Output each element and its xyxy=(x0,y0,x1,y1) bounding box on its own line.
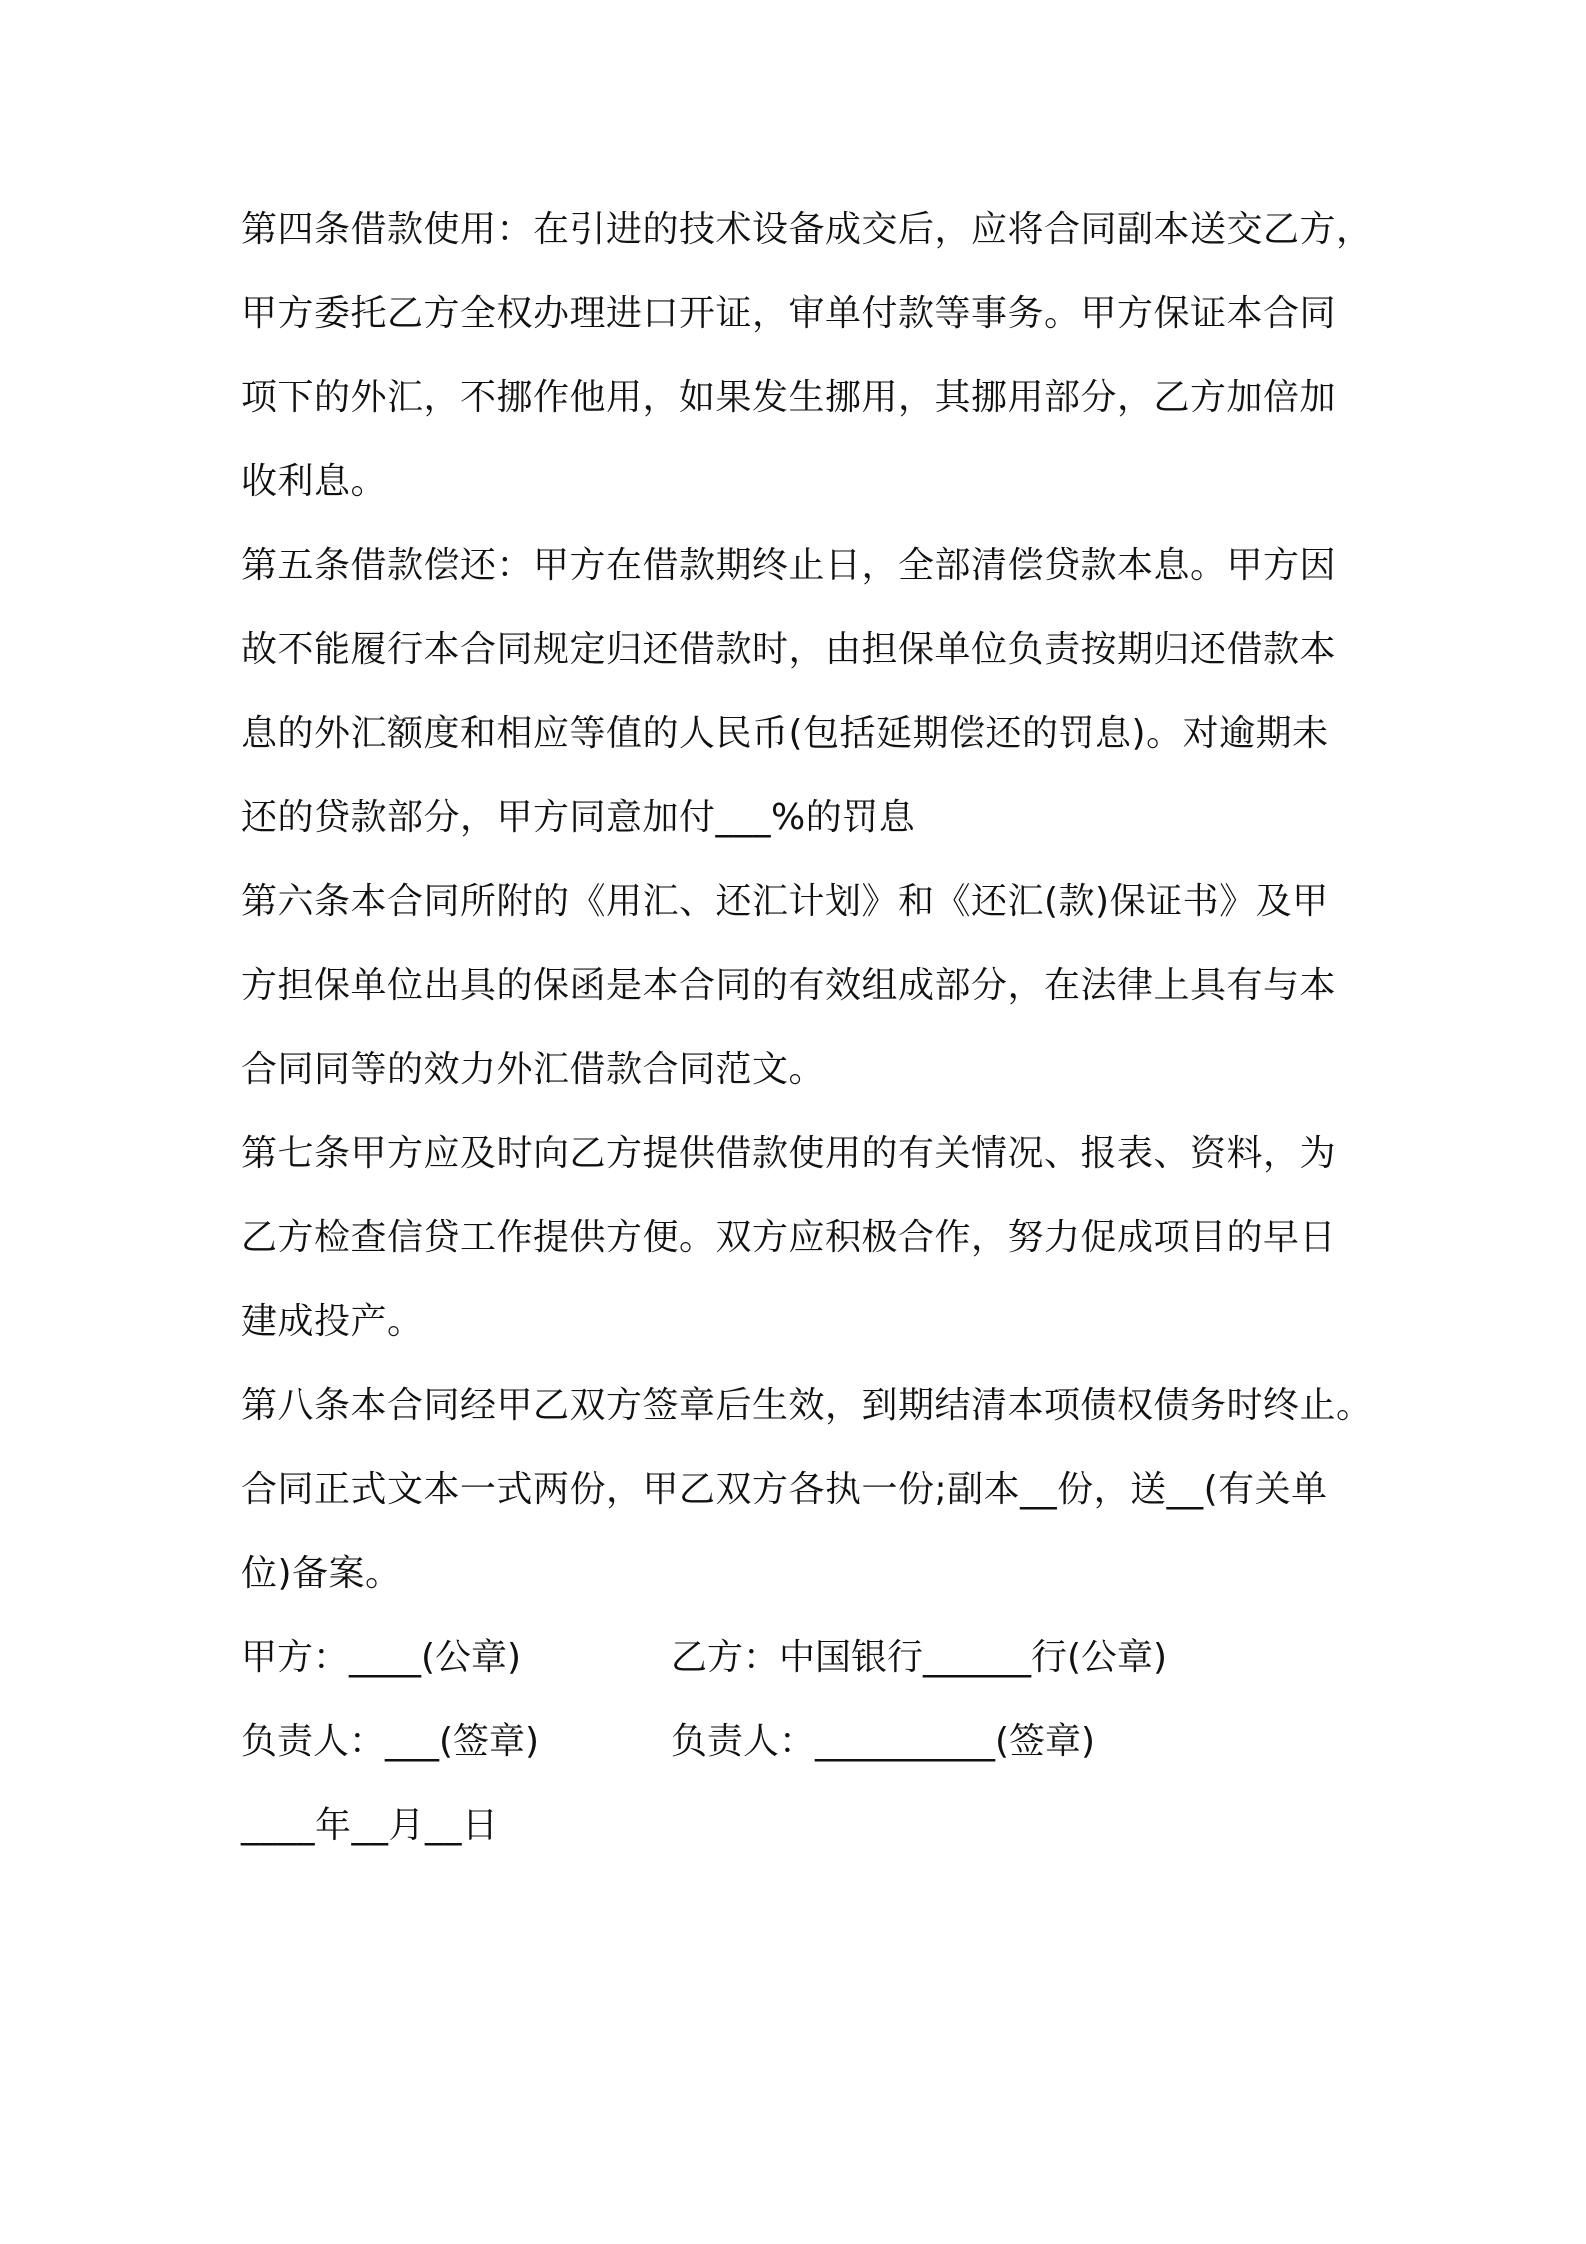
text-line: 第七条甲方应及时向乙方提供借款使用的有关情况、报表、资料，为 xyxy=(241,1133,1337,1174)
text-line: 方担保单位出具的保函是本合同的有效组成部分，在法律上具有与本 xyxy=(241,965,1337,1006)
text-line: 第五条借款偿还：甲方在借款期终止日，全部清偿贷款本息。甲方因 xyxy=(241,545,1337,586)
text-line: 合同同等的效力外汇借款合同范文。 xyxy=(241,1049,826,1090)
text-line: 第四条借款使用：在引进的技术设备成交后，应将合同副本送交乙方， xyxy=(241,209,1373,250)
party-b-representative: 负责人：__________(签章) xyxy=(671,1721,1096,1762)
text-line: 收利息。 xyxy=(241,461,388,502)
text-line: 项下的外汇，不挪作他用，如果发生挪用，其挪用部分，乙方加倍加 xyxy=(241,377,1337,418)
contract-body xyxy=(241,188,1381,1868)
text-line: 第六条本合同所附的《用汇、还汇计划》和《还汇(款)保证书》及甲 xyxy=(241,881,1329,922)
text-line: 乙方检查信贷工作提供方便。双方应积极合作，努力促成项目的早日 xyxy=(241,1217,1337,1258)
text-line: 建成投产。 xyxy=(241,1301,424,1342)
text-line: 息的外汇额度和相应等值的人民币(包括延期偿还的罚息)。对逾期未 xyxy=(241,713,1329,754)
text-line: 还的贷款部分，甲方同意加付___%的罚息 xyxy=(241,797,916,838)
text-line: 故不能履行本合同规定归还借款时，由担保单位负责按期归还借款本 xyxy=(241,629,1337,670)
representative-row xyxy=(241,1700,1381,1784)
seal-row xyxy=(241,1616,1381,1700)
text-line: 第八条本合同经甲乙双方签章后生效，到期结清本项债权债务时终止。 xyxy=(241,1385,1373,1426)
party-a-seal: 甲方：____(公章) xyxy=(241,1637,522,1678)
text-line: 甲方委托乙方全权办理进口开证，审单付款等事务。甲方保证本合同 xyxy=(241,293,1337,334)
party-b-seal: 乙方：中国银行______行(公章) xyxy=(671,1637,1168,1678)
party-a-representative: 负责人：___(签章) xyxy=(241,1721,540,1762)
text-line: 合同正式文本一式两份，甲乙双方各执一份;副本__份，送__(有关单 xyxy=(241,1469,1328,1510)
text-line: 位)备案。 xyxy=(241,1553,402,1594)
signing-date: ____年__月__日 xyxy=(241,1805,499,1846)
